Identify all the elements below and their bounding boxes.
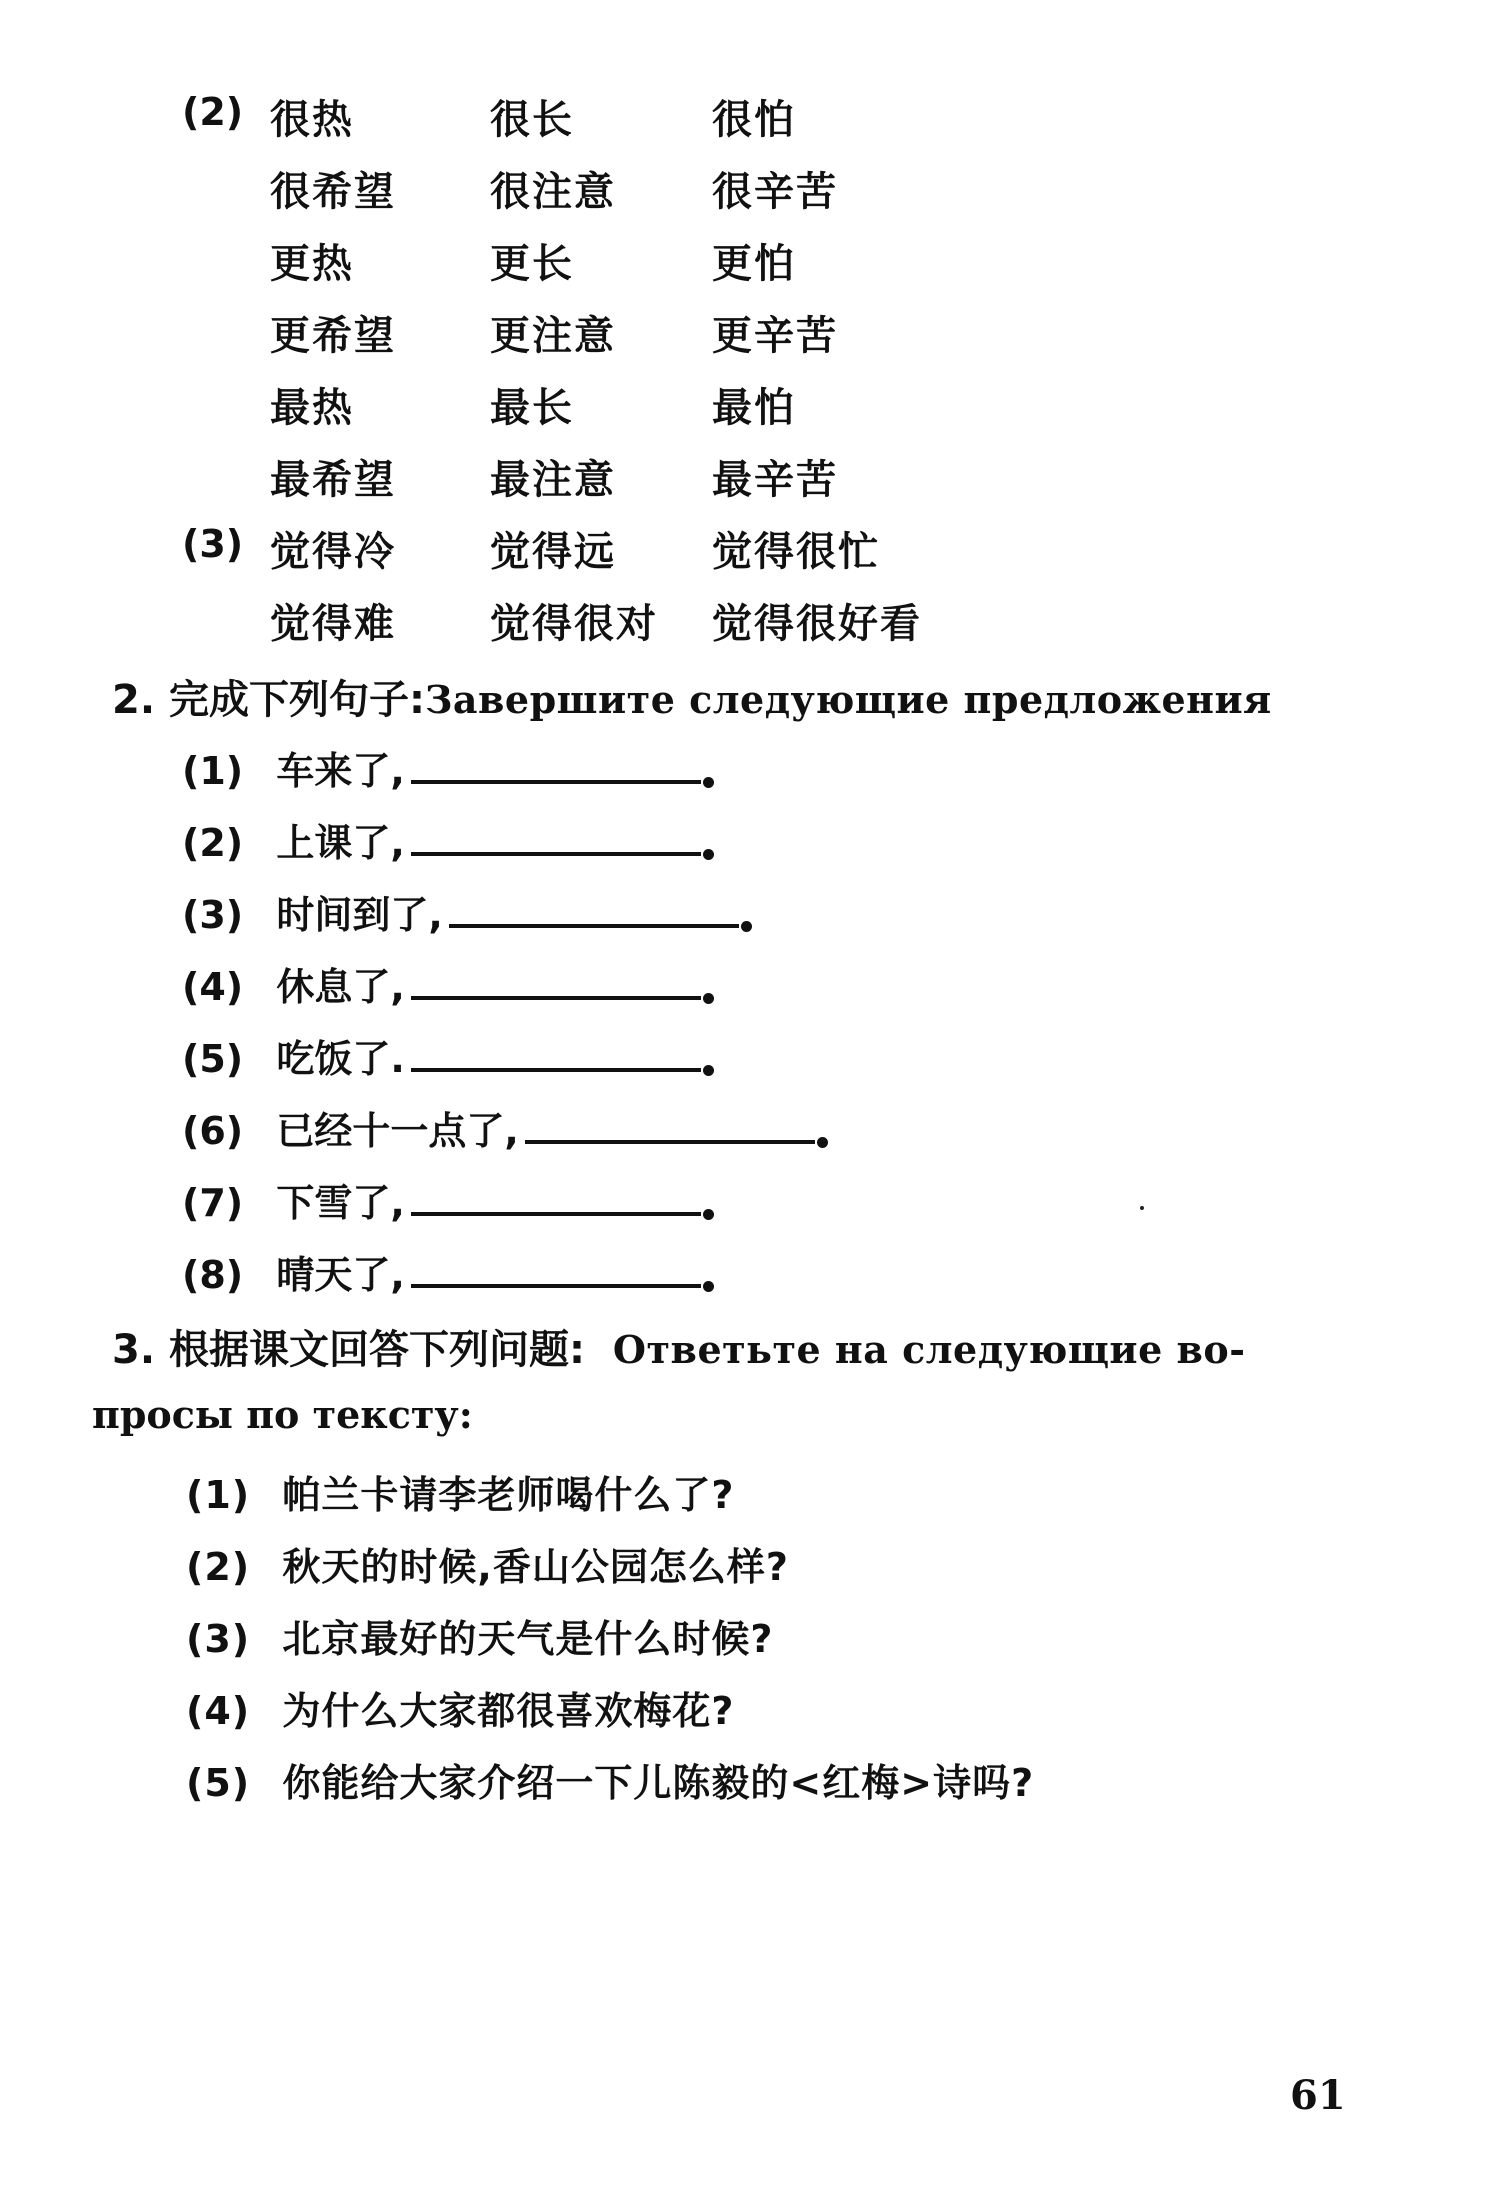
word-cell: 更怕: [712, 241, 796, 287]
question-label: (3): [186, 1617, 251, 1661]
question-text: 为什么大家都很喜欢梅花?: [282, 1689, 735, 1733]
section-3-heading: [112, 1318, 1246, 1375]
word-cell: 觉得很对: [490, 601, 658, 647]
question-label: (2): [186, 1545, 251, 1589]
period-mark: [703, 849, 714, 860]
question-text: 秋天的时候,香山公园怎么样?: [282, 1545, 789, 1589]
question-label: (4): [186, 1689, 251, 1733]
word-cell: 更希望: [270, 313, 396, 359]
word-cell: 更辛苦: [712, 313, 838, 359]
word-cell: 觉得远: [490, 529, 616, 575]
word-cell: 最怕: [712, 385, 796, 431]
question-text: 你能给大家介绍一下儿陈毅的<红梅>诗吗?: [282, 1761, 1035, 1805]
word-cell: 很热: [270, 97, 354, 143]
exercise-label: (5): [182, 1037, 244, 1081]
question-text: 北京最好的天气是什么时候?: [282, 1617, 774, 1661]
exercise-label: (8): [182, 1253, 244, 1297]
word-cell: 很希望: [270, 169, 396, 215]
exercise-item: [182, 884, 752, 939]
exercise-text: 上课了,: [276, 821, 405, 865]
exercise-item: [182, 812, 714, 867]
question-label: (1): [186, 1473, 251, 1517]
word-cell: 很怕: [712, 97, 796, 143]
exercise-item: [182, 1244, 714, 1299]
group-2-label: (2): [182, 90, 244, 134]
exercise-text: 晴天了,: [276, 1253, 405, 1297]
word-cell: 很注意: [490, 169, 616, 215]
exercise-text: 休息了,: [276, 965, 405, 1009]
exercise-item: [182, 1172, 714, 1227]
word-cell: 觉得难: [270, 601, 396, 647]
period-mark: [703, 1065, 714, 1076]
period-mark: [703, 993, 714, 1004]
word-cell: 觉得很忙: [712, 529, 880, 575]
exercise-text: 吃饭了.: [276, 1037, 405, 1081]
exercise-text: 下雪了,: [276, 1181, 405, 1225]
word-cell: 更注意: [490, 313, 616, 359]
section-3-title-zh: 根据课文回答下列问题:: [168, 1327, 585, 1373]
answer-blank[interactable]: [411, 746, 701, 784]
exercise-item: [182, 956, 714, 1011]
section-3-title-ru-line1: Ответьте на следующие во-: [612, 1327, 1246, 1372]
exercise-label: (2): [182, 821, 244, 865]
question-item: [186, 1608, 773, 1663]
word-cell: 更长: [490, 241, 574, 287]
exercise-label: (3): [182, 893, 244, 937]
print-speck: [1140, 1206, 1144, 1210]
period-mark: [703, 777, 714, 788]
section-2-number: 2.: [112, 677, 156, 723]
word-cell: 更热: [270, 241, 354, 287]
period-mark: [741, 921, 752, 932]
section-3-number: 3.: [112, 1327, 156, 1373]
period-mark: [703, 1281, 714, 1292]
question-label: (5): [186, 1761, 251, 1805]
answer-blank[interactable]: [449, 890, 739, 928]
answer-blank[interactable]: [411, 962, 701, 1000]
answer-blank[interactable]: [411, 1250, 701, 1288]
exercise-label: (4): [182, 965, 244, 1009]
word-cell: 最希望: [270, 457, 396, 503]
answer-blank[interactable]: [411, 1178, 701, 1216]
exercise-text: 时间到了,: [276, 893, 443, 937]
exercise-label: (1): [182, 749, 244, 793]
exercise-label: (7): [182, 1181, 244, 1225]
answer-blank[interactable]: [525, 1106, 815, 1144]
question-item: [186, 1536, 789, 1591]
question-text: 帕兰卡请李老师喝什么了?: [282, 1473, 735, 1517]
answer-blank[interactable]: [411, 1034, 701, 1072]
section-2-title-ru: Завершите следующие предложения: [424, 677, 1272, 722]
section-2-heading: [112, 668, 1272, 725]
question-item: [186, 1680, 734, 1735]
word-cell: 觉得冷: [270, 529, 396, 575]
exercise-item: [182, 740, 714, 795]
exercise-label: (6): [182, 1109, 244, 1153]
word-cell: 最辛苦: [712, 457, 838, 503]
period-mark: [817, 1137, 828, 1148]
period-mark: [703, 1209, 714, 1220]
word-cell: 最注意: [490, 457, 616, 503]
answer-blank[interactable]: [411, 818, 701, 856]
word-cell: 觉得很好看: [712, 601, 922, 647]
exercise-item: [182, 1028, 714, 1083]
page-number: 61: [1290, 2072, 1346, 2119]
word-cell: 最热: [270, 385, 354, 431]
exercise-text: 已经十一点了,: [276, 1109, 519, 1153]
word-cell: 很辛苦: [712, 169, 838, 215]
question-item: [186, 1752, 1034, 1807]
section-3-title-ru-line2: просы по тексту:: [92, 1392, 473, 1437]
exercise-item: [182, 1100, 828, 1155]
group-3-label: (3): [182, 522, 244, 566]
question-item: [186, 1464, 734, 1519]
word-cell: 很长: [490, 97, 574, 143]
section-2-title-zh: 完成下列句子:: [168, 677, 425, 723]
exercise-text: 车来了,: [276, 749, 405, 793]
word-cell: 最长: [490, 385, 574, 431]
